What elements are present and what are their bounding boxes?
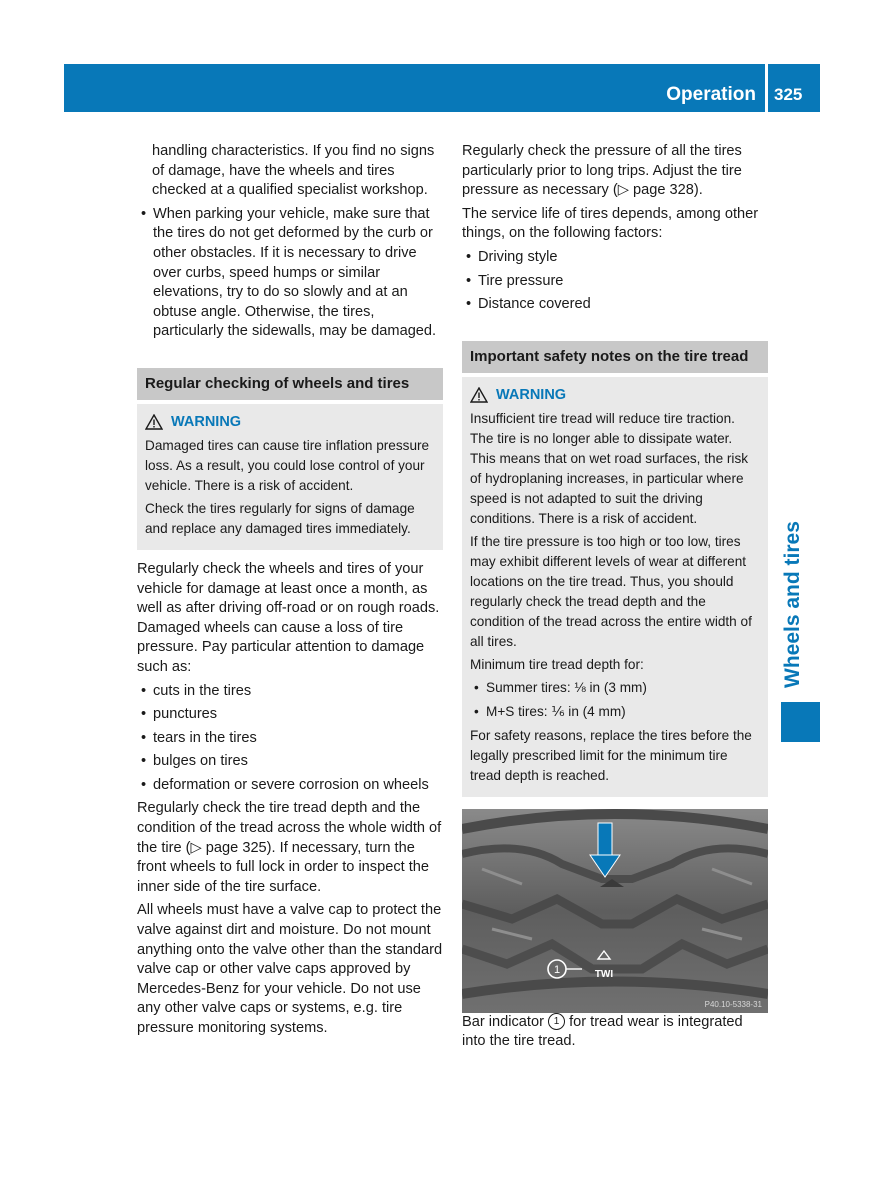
list-item: • bulges on tires: [137, 752, 443, 772]
body-paragraph: The service life of tires depends, among other things, on the following factors:: [462, 205, 759, 242]
list-item: • When parking your vehicle, make sure that the tires do not get deformed by the curb or other obstacles. If it is necessary to drive over curbs, speed humps or similar elevations, try to do so slowly and at an obtuse angle. Otherwise, the tires, particularly the sidewalls, may be damaged.: [137, 205, 443, 342]
right-column: [462, 142, 768, 1056]
list-item: • M+S tires: ⅙ in (4 mm): [470, 702, 760, 722]
list-item: • Driving style: [462, 248, 768, 268]
warning-text: For safety reasons, replace the tires before the legally prescribed limit for the minimum tire tread depth is reached.: [470, 727, 752, 783]
caption-text: for tread wear is integrated into the tire tread.: [462, 1013, 743, 1050]
figure-caption: [462, 1013, 768, 1052]
warning-text: Minimum tire tread depth for:: [470, 656, 644, 672]
warning-label: WARNING: [496, 386, 567, 403]
chapter-tab-label: Wheels and tires: [781, 521, 804, 689]
list-item: • deformation or severe corrosion on wheels: [137, 776, 443, 796]
left-column: [137, 142, 443, 1043]
section-heading-regular-checking: Regular checking of wheels and tires: [137, 368, 443, 400]
warning-text: Damaged tires can cause tire inflation pressure loss. As a result, you could lose control of your vehicle. There is a risk of accident.: [145, 437, 430, 493]
damage-list: [137, 682, 443, 796]
warning-title: [145, 412, 435, 432]
factors-list: [462, 248, 768, 315]
section-title-header: Operation: [666, 84, 756, 105]
figure-code: P40.10-5338-31: [704, 999, 762, 1009]
list-item: • punctures: [137, 705, 443, 725]
section-heading-tread-safety: Important safety notes on the tire tread: [462, 341, 768, 373]
list-item: • cuts in the tires: [137, 682, 443, 702]
warning-text: Check the tires regularly for signs of damage and replace any damaged tires immediately.: [145, 500, 415, 536]
tire-tread-graphic: [462, 809, 768, 1013]
warning-box: [137, 404, 443, 550]
header-divider: [765, 64, 768, 112]
warning-triangle-icon: [145, 414, 163, 430]
parking-list: [137, 205, 443, 342]
warning-box: [462, 377, 768, 797]
caption-text: Bar indicator: [462, 1013, 544, 1030]
warning-text: If the tire pressure is too high or too low, tires may exhibit different levels of wear at different locations on the tire tread. Thus, you should regularly check the tread depth and the condition of the tread across the entire width of all tires.: [470, 533, 752, 649]
tread-depth-list: [470, 678, 760, 722]
continued-paragraph: handling characteristics. If you find no signs of damage, have the wheels and tires checked at a qualified specialist workshop.: [152, 143, 435, 199]
warning-triangle-icon: [470, 387, 488, 403]
figure-callout-number: 1: [553, 963, 561, 976]
page-number: 325: [774, 85, 803, 104]
list-item: • Summer tires: ⅛ in (3 mm): [470, 678, 760, 698]
body-paragraph: Regularly check the wheels and tires of your vehicle for damage at least once a month, as well as after driving off-road or on rough roads. Damaged wheels can cause a loss of tire pressure. Pay particular attention to damage such as:: [137, 560, 440, 675]
callout-number-icon: 1: [548, 1013, 565, 1030]
warning-title: [470, 385, 760, 405]
body-paragraph: All wheels must have a valve cap to protect the valve against dirt and moisture. Do not mount anything onto the valve other than the standard valve cap or other valve caps approved by Mercedes-Benz for your vehicle. Do not use any other valve caps or systems, e.g. tire pressure monitoring systems.: [137, 902, 443, 1036]
chapter-tab-marker: [781, 702, 820, 742]
list-item: • tears in the tires: [137, 729, 443, 749]
list-item: • Tire pressure: [462, 272, 768, 292]
body-paragraph: Regularly check the tire tread depth and the condition of the tread across the whole width of the tire (▷ page 325). If necessary, turn the front wheels to full lock in order to inspect the inner side of the tire surface.: [137, 800, 442, 895]
warning-text: Insufficient tire tread will reduce tire traction. The tire is no longer able to dissipate water. This means that on wet road surfaces, the risk of hydroplaning increases, in particular where speed is not adapted to suit the driving conditions. There is a risk of accident.: [470, 410, 749, 526]
tire-tread-illustration: [462, 809, 768, 1013]
list-item: • Distance covered: [462, 295, 768, 315]
warning-label: WARNING: [171, 413, 242, 430]
body-paragraph: Regularly check the pressure of all the tires particularly prior to long trips. Adjust the tire pressure as necessary (▷ page 328).: [462, 143, 742, 199]
twi-label: TWI: [594, 968, 614, 980]
